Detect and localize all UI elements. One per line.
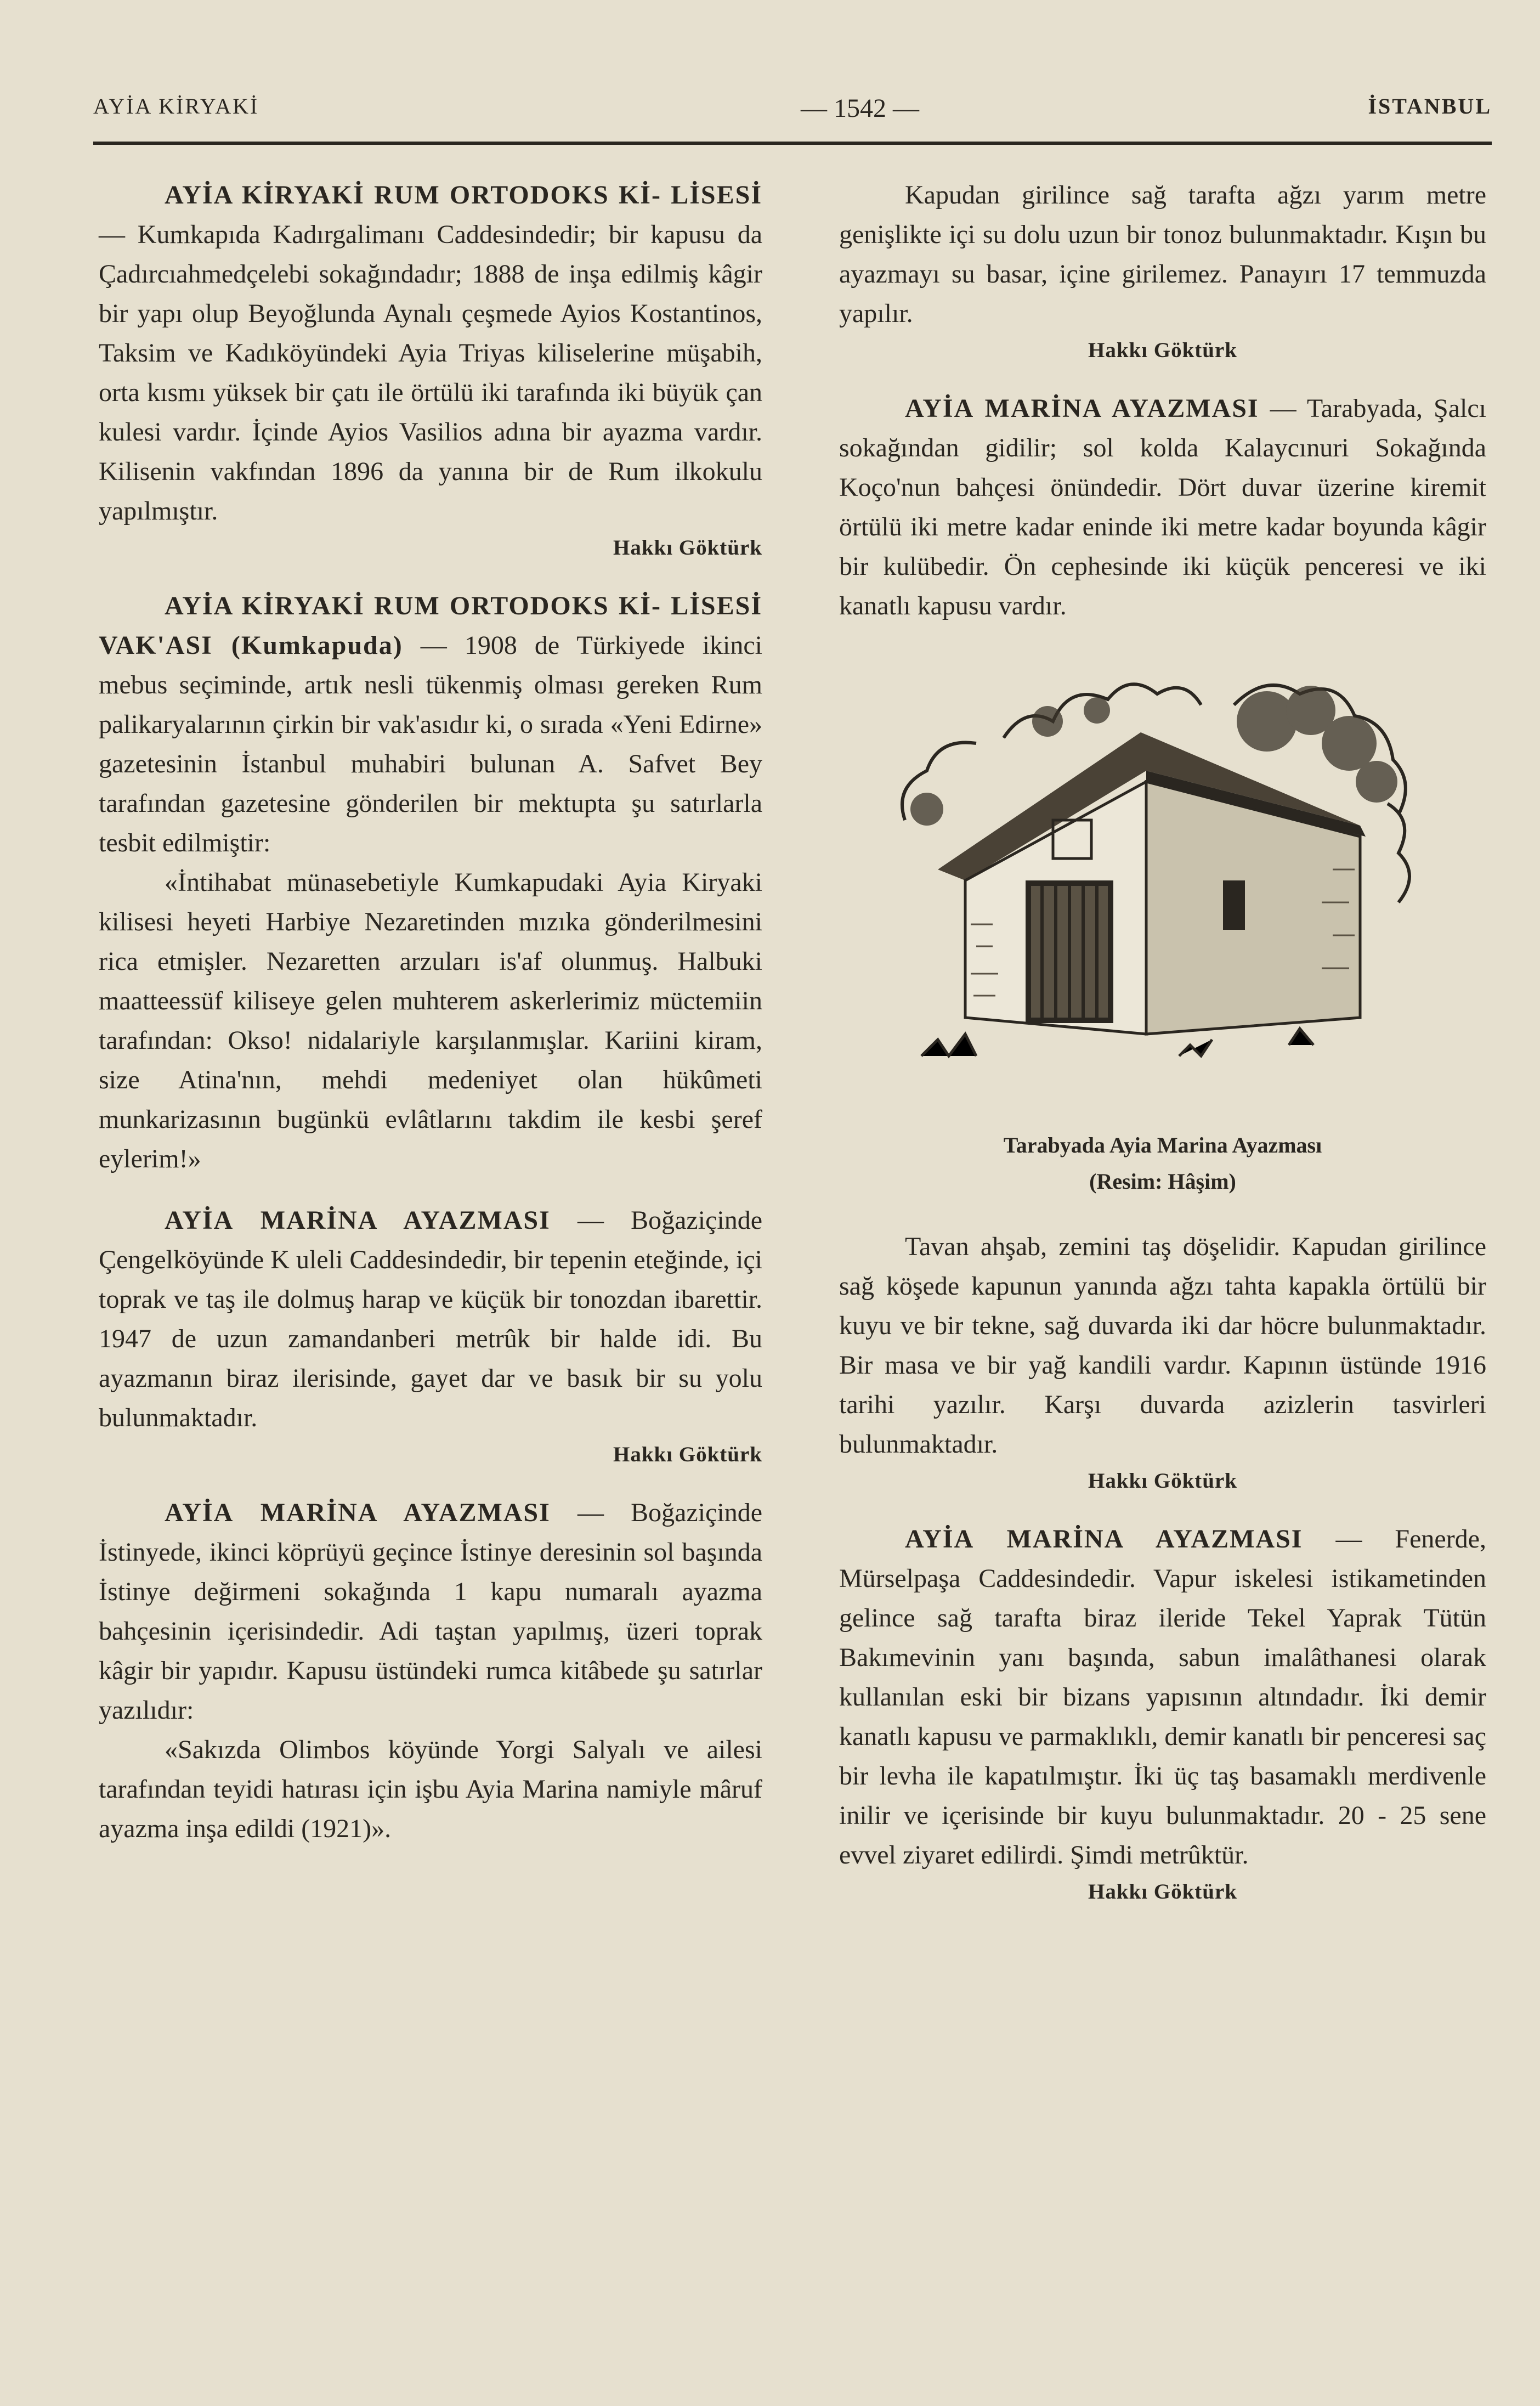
entry-body: — Kumkapıda Kadırgalimanı Caddesindedir; bir kapusu da Çadırcıahmedçelebi sokağındadır; 1888 de inşa edilmiş kâgir bir yapı olup Beyoğlunda Aynalı çeşmede Ayios Kostantinos, Taksim ve Kadıköyündeki Ayia Triyas kiliselerine müşabih, orta kısmı yüksek bir çatı ile örtülü iki tarafında iki büyük çan kulesi vardır. İçinde Ayios Vasilios adına bir ayazma vardır. Kilisenin vakfından 1896 da yanına bir de Rum ilkokulu yapılmıştır.	[99, 220, 762, 526]
entry-signature: Hakkı Göktürk	[1088, 338, 1237, 362]
figure-caption: Tarabyada Ayia Marina Ayazması	[1003, 1133, 1322, 1157]
entry-ayia-kiryaki-church	[99, 176, 762, 531]
entry-heading: AYİA MARİNA AYAZMASI	[165, 1206, 551, 1235]
entry-body: — Tarabyada, Şalcı sokağından gidilir; sol kolda Kalaycınuri Sokağında Koço'nun bahçesi önündedir. Dört duvar üzerine kiremit örtülü iki metre kadar eninde iki metre kadar boyunda kâgir bir kulübedir. Ön cephesinde iki küçük penceresi ve iki kanatlı kapusu vardır.	[839, 394, 1487, 620]
entry-heading: AYİA KİRYAKİ RUM ORTODOKS Kİ- LİSESİ	[165, 180, 762, 210]
header-section: İSTANBUL	[1368, 94, 1492, 118]
entry-signature: Hakkı Göktürk	[613, 536, 762, 560]
entry-body: — Boğaziçinde İstinyede, ikinci köprüyü geçince İstinye deresinin sol başında İstinye değirmeni sokağında 1 kapu numaralı ayazma bahçesinin içerisindedir. Adi taştan yapılmış, üzeri toprak kâgir bir yapıdır. Kapusu üstündeki rumca kitâbede şu satırlar yazılıdır:	[99, 1498, 763, 1725]
entry-signature: Hakkı Göktürk	[613, 1443, 762, 1466]
ayazma-illustration	[839, 639, 1486, 1116]
entry-quote: «Sakızda Olimbos köyünde Yorgi Salyalı ve ailesi tarafından teyidi hatırası için işbu Ayia Marina namiyle mâruf ayazma inşa edildi (1921)».	[99, 1735, 762, 1843]
right-column	[839, 176, 1486, 1930]
entry-heading: AYİA MARİNA AYAZMASI	[905, 394, 1259, 423]
header-entry-title: AYİA KİRYAKİ	[93, 94, 259, 118]
left-column	[99, 176, 762, 1849]
running-header	[88, 93, 1492, 137]
header-rule	[93, 142, 1492, 145]
entry-heading: AYİA MARİNA AYAZMASI	[165, 1498, 551, 1527]
figure-caption-block	[839, 1127, 1486, 1200]
entry-continuation: Kapudan girilince sağ tarafta ağzı yarım metre genişlikte içi su dolu uzun bir tonoz bulunmaktadır. Kışın bu ayazmayı su basar, içine girilemez. Panayırı 17 temmuzda yapılır.	[839, 180, 1486, 328]
entry-heading: AYİA KİRYAKİ RUM ORTODOKS Kİ- LİSESİ VAK'ASI (Kumkapuda)	[99, 591, 762, 660]
entry-heading: AYİA MARİNA AYAZMASI	[905, 1524, 1303, 1554]
entry-signature: Hakkı Göktürk	[1088, 1880, 1237, 1904]
entry-ayia-marina-cengelkoy	[99, 1201, 762, 1438]
entry-ayia-marina-tarabya	[839, 389, 1486, 626]
entry-body-continued: Tavan ahşab, zemini taş döşelidir. Kapudan girilince sağ köşede kapunun yanında ağzı tahta kapakla örtülü bir kuyu ve bir tekne, sağ duvarda iki dar höcre bulunmaktadır. Bir masa ve bir yağ kandili vardır. Kapının üstünde 1916 tarihi yazılır. Karşı duvarda azizlerin tasvirleri bulunmaktadır.	[839, 1232, 1486, 1459]
entry-quote: «İntihabat münasebetiyle Kumkapudaki Ayia Kiryaki kilisesi heyeti Harbiye Nezaretinden mızıka gönderilmesini rica etmişler. Nezaretten arzuları is'af olunmuş. Halbuki maatteessüf kiliseye gelen muhterem askerlerimiz müctemiin tarafından: Okso! nidalariyle karşılanmışlar. Kariini kiram, size Atina'nın, mehdi medeniyet olan hükûmeti munkarizasının bugünkü evlâtlarını takdim ile kesbi şeref eylerim!»	[99, 868, 762, 1173]
shrine-drawing	[839, 639, 1486, 1116]
page-number: — 1542 —	[801, 94, 919, 123]
entry-signature: Hakkı Göktürk	[1088, 1469, 1237, 1493]
entry-body: — Fenerde, Mürselpaşa Caddesindedir. Vapur iskelesi istikametinden gelince sağ tarafta biraz ileride Tekel Yaprak Tütün Bakımevinin yanı başında, sabun imalâthanesi olarak kullanılan eski bir bizans yapısının altındadır. İki demir kanatlı kapusu ve parmaklıklı, demir kanatlı bir penceresi saç bir levha ile kapatılmıştır. İki üç taş basamaklı merdivenle inilir ve içerisinde bir kuyu bulunmaktadır. 20 - 25 sene evvel ziyaret edilirdi. Şimdi metrûktür.	[839, 1524, 1487, 1870]
figure-credit: (Resim: Hâşim)	[1089, 1169, 1236, 1194]
entry-body: — 1908 de Türkiyede ikinci mebus seçiminde, artık nesli tükenmiş olması gereken Rum palikaryalarının çirkin bir vak'asıdır ki, o sırada «Yeni Edirne» gazetesinin İstanbul muhabiri bulunan A. Safvet Bey tarafından gazetesine gönderilen bir mektupta şu satırlarla tesbit edilmiştir:	[99, 631, 762, 857]
entry-ayia-marina-istinye	[99, 1493, 762, 1730]
entry-ayia-marina-fener	[839, 1520, 1486, 1875]
entry-ayia-kiryaki-incident	[99, 586, 762, 863]
entry-body: — Boğaziçinde Çengelköyünde K uleli Caddesindedir, bir tepenin eteğinde, içi toprak ve taş ile dolmuş harap ve küçük bir tonozdan ibarettir. 1947 de uzun zamandanberi metrûk bir halde idi. Bu ayazmanın biraz ilerisinde, gayet dar ve basık bir su yolu bulunmaktadır.	[99, 1206, 763, 1432]
